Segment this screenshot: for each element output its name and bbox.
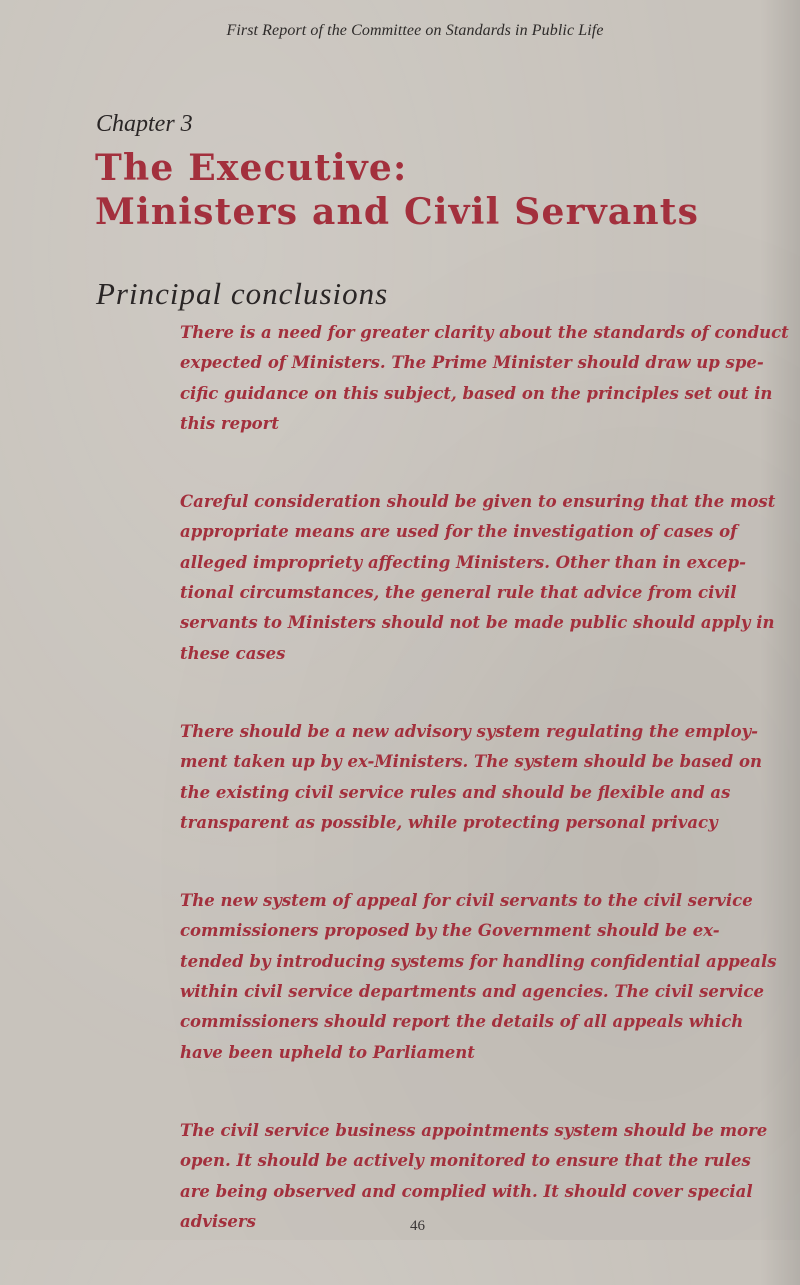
chapter-label: Chapter 3 bbox=[96, 111, 193, 137]
conclusion-line: Careful consideration should be given to ensuring that the most bbox=[180, 492, 776, 512]
conclusion-line: advisers bbox=[180, 1211, 256, 1231]
chapter-title-line: The Executive: bbox=[95, 147, 408, 189]
conclusion-line: appropriate means are used for the investigation of cases of bbox=[180, 522, 738, 542]
conclusion-line: transparent as possible, while protecting personal privacy bbox=[180, 812, 718, 832]
conclusion-line: tended by introducing systems for handling confidential appeals bbox=[180, 951, 777, 971]
chapter-title-line: Ministers and Civil Servants bbox=[95, 191, 700, 233]
conclusion-line: alleged impropriety affecting Ministers. Other than in excep- bbox=[180, 552, 746, 572]
page-number: 46 bbox=[410, 1218, 425, 1234]
conclusion-line: There should be a new advisory system regulating the employ- bbox=[180, 721, 759, 741]
conclusion-line: this report bbox=[180, 413, 279, 433]
section-heading: Principal conclusions bbox=[96, 276, 389, 311]
conclusion-line: have been upheld to Parliament bbox=[180, 1042, 475, 1062]
conclusion-line: ment taken up by ex-Ministers. The system should be based on bbox=[180, 752, 762, 772]
conclusion-paragraph bbox=[180, 487, 776, 669]
conclusion-line: tional circumstances, the general rule that advice from civil bbox=[180, 583, 737, 603]
conclusion-paragraph bbox=[180, 318, 789, 439]
conclusion-line: the existing civil service rules and should be flexible and as bbox=[180, 782, 731, 802]
conclusion-line: There is a need for greater clarity about the standards of conduct bbox=[180, 323, 789, 342]
conclusion-line: are being observed and complied with. It should cover special bbox=[180, 1181, 753, 1201]
conclusion-line: The new system of appeal for civil servants to the civil service bbox=[180, 891, 753, 911]
running-header: First Report of the Committee on Standards in Public Life bbox=[226, 22, 604, 39]
conclusion-paragraph bbox=[180, 886, 777, 1068]
conclusion-line: within civil service departments and agencies. The civil service bbox=[180, 982, 764, 1002]
conclusions-list bbox=[180, 318, 789, 1285]
conclusion-line: commissioners should report the details of all appeals which bbox=[180, 1012, 744, 1032]
conclusion-line: these cases bbox=[180, 643, 286, 663]
conclusion-line: commissioners proposed by the Government should be ex- bbox=[180, 921, 720, 941]
chapter-title bbox=[95, 146, 699, 234]
conclusion-line: open. It should be actively monitored to ensure that the rules bbox=[180, 1151, 751, 1171]
conclusion-paragraph bbox=[180, 717, 762, 838]
conclusion-line: servants to Ministers should not be made public should apply in bbox=[180, 613, 775, 633]
conclusion-line: cific guidance on this subject, based on the principles set out in bbox=[180, 383, 773, 403]
conclusion-paragraph bbox=[180, 1116, 768, 1237]
conclusion-line: The civil service business appointments system should be more bbox=[180, 1120, 768, 1140]
conclusion-line: expected of Ministers. The Prime Minister should draw up spe- bbox=[180, 353, 764, 373]
